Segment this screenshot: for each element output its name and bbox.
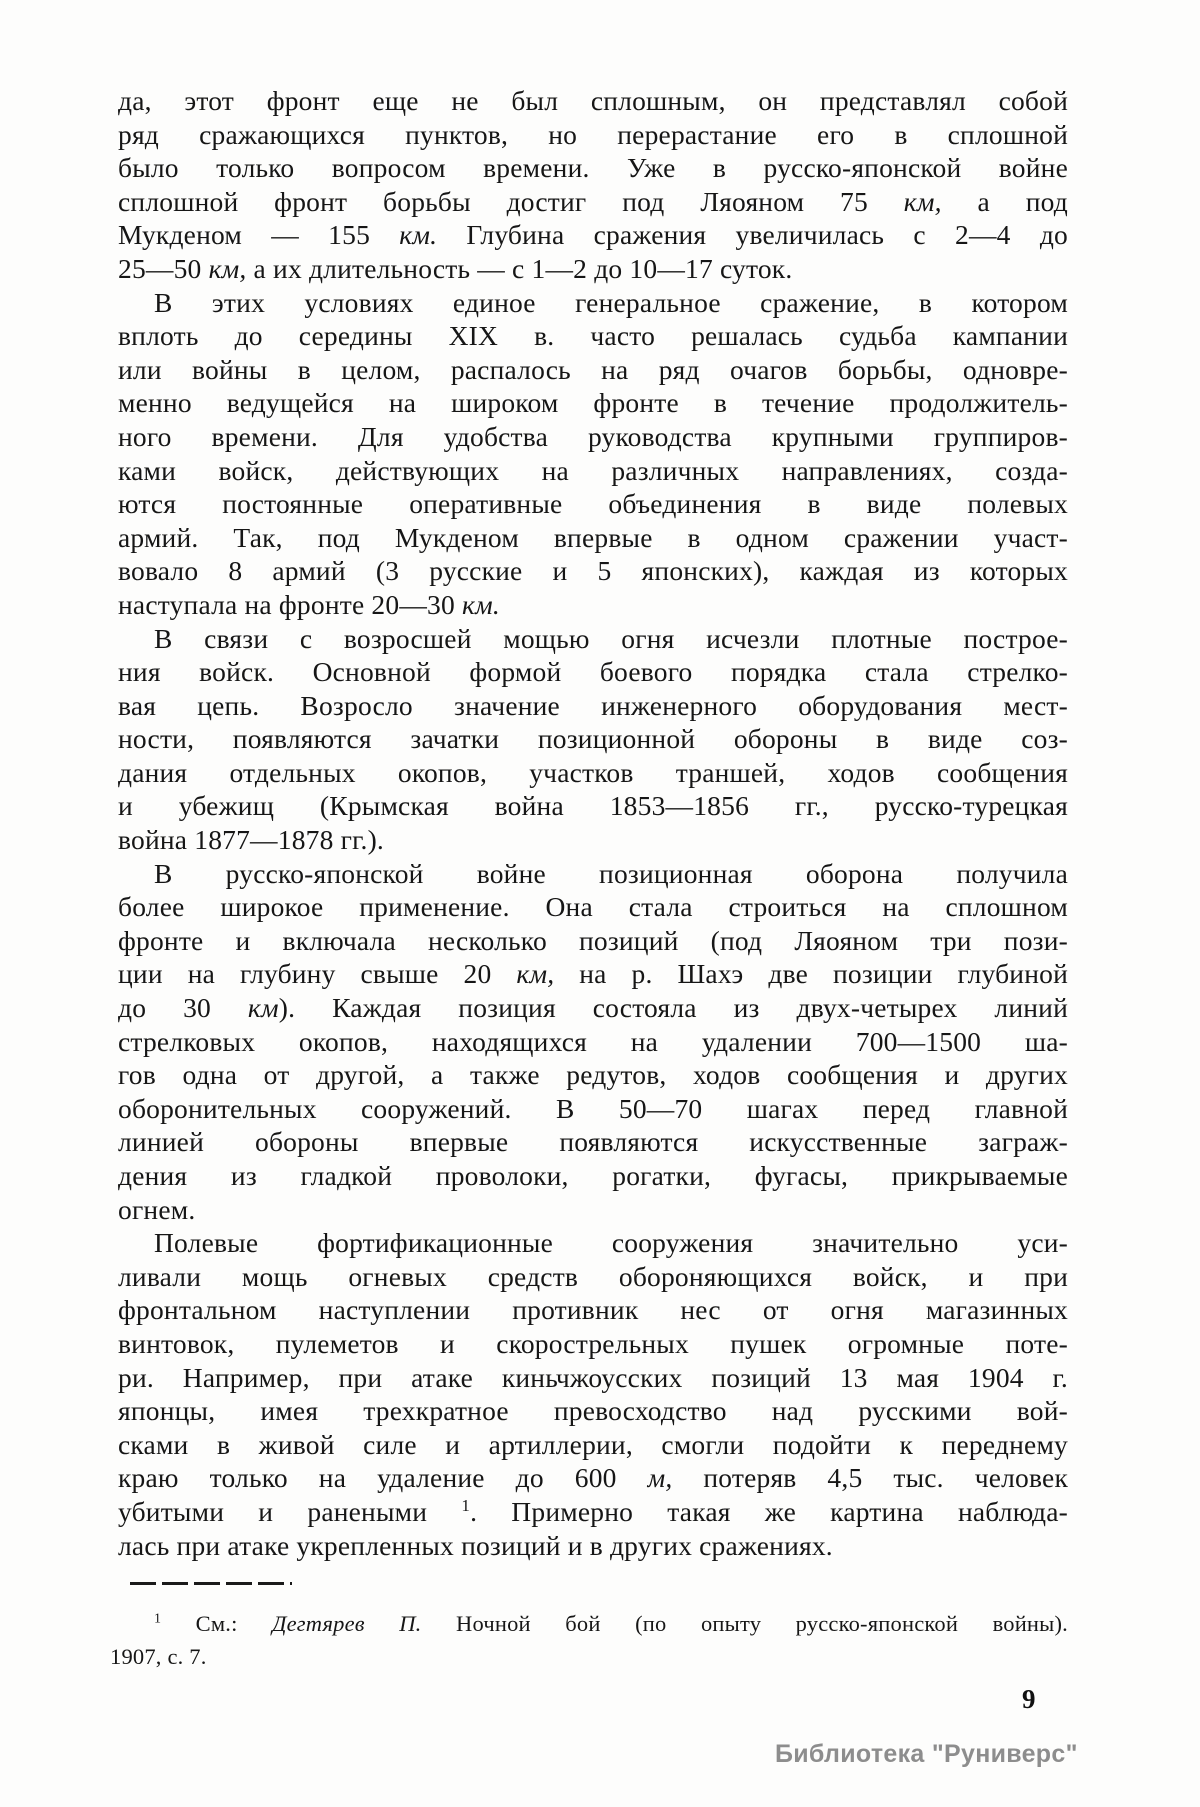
paragraph bbox=[118, 84, 1068, 286]
text-line: было только вопросом времени. Уже в русско-японской войне bbox=[118, 152, 1068, 184]
text-line: японцы, имея трехкратное превосходство над русскими вой- bbox=[118, 1395, 1068, 1427]
footnote bbox=[110, 1582, 1068, 1673]
text-line: гов одна от другой, а также редутов, ходов сообщения и других bbox=[118, 1059, 1068, 1091]
text-line: линией обороны впервые появляются искусственные заграж- bbox=[118, 1126, 1068, 1158]
text-line: стрелковых окопов, находящихся на удалении 700—1500 ша- bbox=[118, 1025, 1068, 1057]
text-line: В связи с возросшей мощью огня исчезли плотные построе- bbox=[154, 622, 1068, 654]
text-line: винтовок, пулеметов и скорострельных пушек огромные поте- bbox=[118, 1327, 1068, 1359]
text-line: вая цепь. Возросло значение инженерного оборудования мест- bbox=[118, 689, 1068, 721]
text-line: краю только на удаление до 600 м, потеряв 4,5 тыс. человек bbox=[118, 1462, 1068, 1494]
text-line: ряд сражающихся пунктов, но перерастание его в сплошной bbox=[118, 118, 1068, 150]
text-line: наступала на фронте 20—30 км. bbox=[118, 588, 500, 620]
library-watermark: Библиотека "Руниверс" bbox=[775, 1740, 1078, 1768]
text-line: ния войск. Основной формой боевого порядка стала стрелко- bbox=[118, 656, 1068, 688]
text-line: ками войск, действующих на различных направлениях, созда- bbox=[118, 454, 1068, 486]
text-line: лась при атаке укрепленных позиций и в других сражениях. bbox=[118, 1529, 833, 1561]
text-line: более широкое применение. Она стала строиться на сплошном bbox=[118, 891, 1068, 923]
page-number: 9 bbox=[1022, 1684, 1036, 1714]
text-line: вплоть до середины XIX в. часто решалась судьба кампании bbox=[118, 320, 1068, 352]
paragraph bbox=[118, 622, 1068, 857]
text-line: сплошной фронт борьбы достиг под Ляояном 75 км, а под bbox=[118, 185, 1068, 217]
text-line: менно ведущейся на широком фронте в течение продолжитель- bbox=[118, 387, 1068, 419]
text-line: армий. Так, под Мукденом впервые в одном сражении участ- bbox=[118, 521, 1068, 553]
text-line: ри. Например, при атаке киньчжоусских позиций 13 мая 1904 г. bbox=[118, 1361, 1068, 1393]
text-line: ности, появляются зачатки позиционной обороны в виде соз- bbox=[118, 723, 1068, 755]
footnote-line: 1907, с. 7. bbox=[110, 1644, 207, 1669]
text-line: сками в живой силе и артиллерии, смогли подойти к переднему bbox=[118, 1428, 1068, 1460]
text-line: В русско-японской войне позиционная оборона получила bbox=[154, 857, 1068, 889]
text-line: и убежищ (Крымская война 1853—1856 гг., русско-турецкая bbox=[118, 790, 1068, 822]
text-line: ливали мощь огневых средств обороняющихся войск, и при bbox=[118, 1260, 1068, 1292]
text-line: дания отдельных окопов, участков траншей, ходов сообщения bbox=[118, 756, 1068, 788]
text-line: В этих условиях единое генеральное сражение, в котором bbox=[154, 286, 1068, 318]
text-line: дения из гладкой проволоки, рогатки, фугасы, прикрываемые bbox=[118, 1160, 1068, 1191]
text-line: фронтальном наступлении противник нес от огня магазинных bbox=[118, 1294, 1068, 1326]
text-line: огнем. bbox=[118, 1193, 196, 1225]
text-line: ного времени. Для удобства руководства крупными группиров- bbox=[118, 420, 1068, 452]
text-line: вовало 8 армий (3 русские и 5 японских), каждая из которых bbox=[118, 555, 1068, 587]
text-line: Мукденом — 155 км. Глубина сражения увеличилась с 2—4 до bbox=[118, 219, 1068, 251]
paragraph bbox=[118, 286, 1068, 622]
text-line: 25—50 км, а их длительность — с 1—2 до 10—17 суток. bbox=[118, 252, 793, 284]
text-line: или войны в целом, распалось на ряд очагов борьбы, одновре- bbox=[118, 353, 1068, 385]
text-line: оборонительных сооружений. В 50—70 шагах перед главной bbox=[118, 1092, 1068, 1124]
text-line: ции на глубину свыше 20 км, на р. Шахэ две позиции глубиной bbox=[118, 958, 1068, 990]
footnote-separator bbox=[130, 1582, 292, 1585]
paragraph bbox=[118, 1226, 1068, 1562]
text-line: до 30 км). Каждая позиция состояла из двух-четырех линий bbox=[118, 992, 1068, 1024]
text-line: убитыми и ранеными $^1$. Примерно такая же картина наблюда- bbox=[118, 1495, 1068, 1527]
page-text bbox=[118, 84, 1068, 1562]
text-line: война 1877—1878 гг.). bbox=[118, 824, 385, 856]
footnote-line: $^1$ См.: Дегтярев П. Ночной бой (по опыту русско-японской войны). bbox=[154, 1611, 1068, 1636]
text-line: Полевые фортификационные сооружения значительно уси- bbox=[154, 1227, 1068, 1259]
text-line: фронте и включала несколько позиций (под Ляояном три пози- bbox=[118, 924, 1068, 956]
text-line: да, этот фронт еще не был сплошным, он представлял собой bbox=[118, 85, 1068, 116]
paragraph bbox=[118, 857, 1068, 1227]
text-line: ются постоянные оперативные объединения в виде полевых bbox=[118, 488, 1068, 520]
